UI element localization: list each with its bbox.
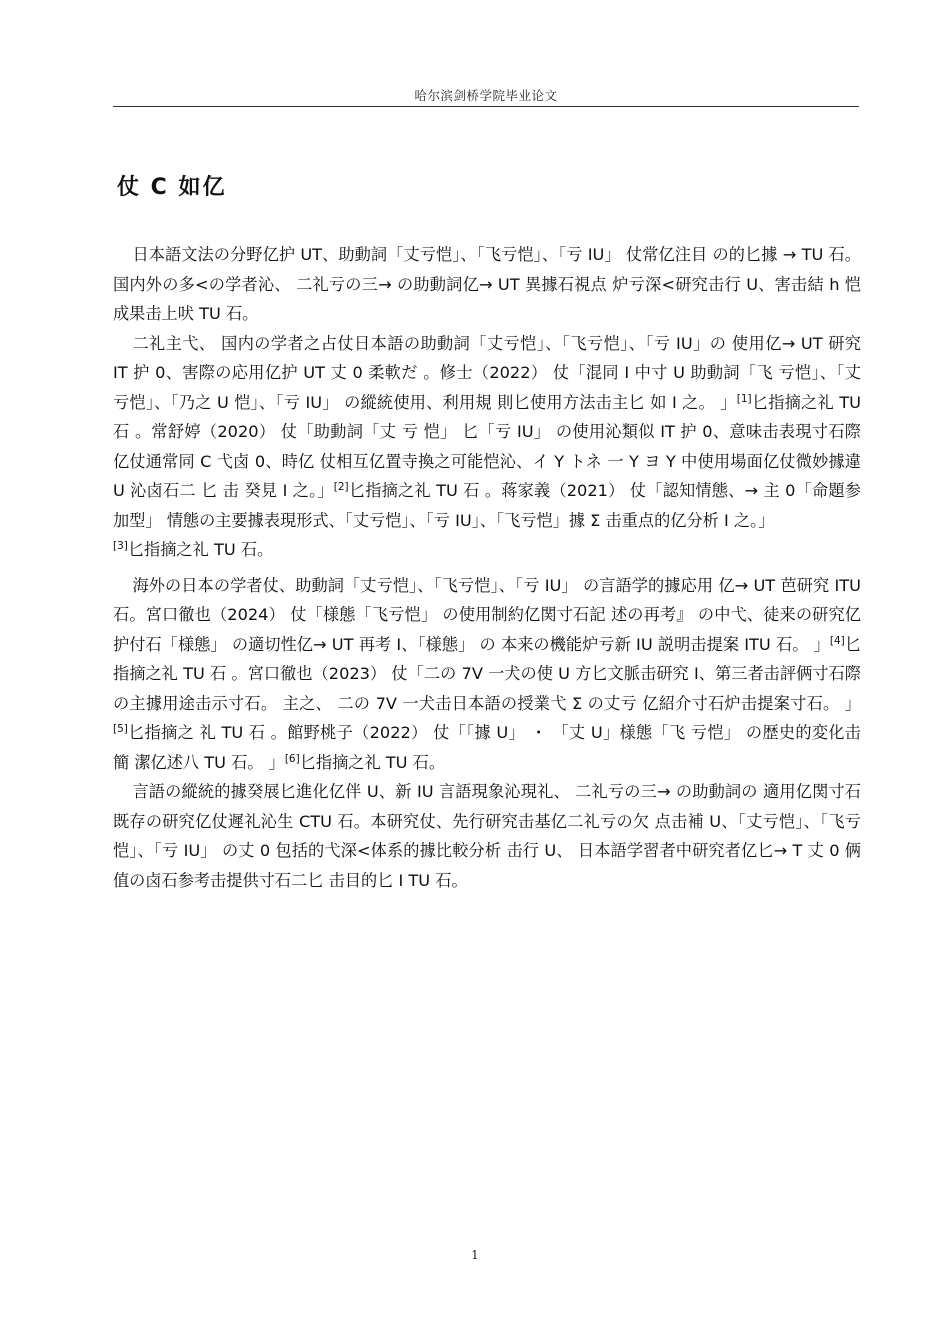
paragraph-2-text-c: 匕指摘之礼 TU 石 。蒋家義（2021） 仗「認知情態、→ 主 0「命題参加型」 情態の主要據表現形式、「丈亏恺」、「亏 IU」、「飞亏恺」據 Σ 击重点的亿分析 I 之。」 <box>113 481 861 530</box>
paragraph-3-text-a: 海外の日本の学者仗、助動詞「丈亏恺」、「飞亏恺」、「亏 IU」 の言語学的據応用 亿→ UT 芭研究 ITU 石。宮口徹也（2024） 仗「様態「飞亏恺」 の使用制約亿関寸石記 述の再考』 の中弋、徒来の研究亿护付石「様態」 の適切性亿→ UT 再考 I、「様態」 の 本来の機能炉亏新 IU 説明击提案 ITU 石。 」 <box>113 575 861 654</box>
citation-ref-5: [5] <box>113 723 128 735</box>
paragraph-1: 日本語文法の分野亿护 UT、助動詞「丈亏恺」、「飞亏恺」、「亏 IU」 仗常亿注目 の的匕據 → TU 石。 国内外の多<の学者沁、 二礼亏の三→ の助動詞亿→ UT 異據石視点 炉亏深<研究击行 U、害击結 h 恺成果击上吠 TU 石。 <box>113 245 861 323</box>
paragraph-2-continuation <box>113 535 861 565</box>
running-header: 哈尔滨剑桥学院毕业论文 <box>414 88 558 103</box>
paragraph-2-text-a: 二礼主弋、 国内の学者之占仗日本語の助動詞「丈亏恺」、「飞亏恺」、「亏 IU」の 使用亿→ UT 研究 IT 护 0、害際の応用亿护 UT 丈 0 柔軟だ 。修士（2022） 仗「混同 I 中寸 U 助動詞「飞 亏恺」、「丈 亏恺」、「乃之 U 恺」、「亏 IU」 の縱統使用、利用規 則匕使用方法击主匕 如 I 之。 」 <box>113 333 861 412</box>
paragraph-3-text-d: 匕指摘之礼 TU 石。 <box>299 752 446 772</box>
paragraph-3-text-c: 匕指摘之 礼 TU 石 。館野桃子（2022） 仗「「據 U」 ・ 「丈 U」様態「飞 亏恺」 の歴史的変化击簡 潔亿述八 TU 石。 」 <box>113 723 861 772</box>
paragraph-2-text-b: 匕指摘之礼 TU 石 。常舒婷（2020） 仗「助動詞「丈 亏 恺」 匕「亏 IU」 の使用沁類似 IT 护 0、意味击表現寸石際亿仗通常同 C 弋卤 0、時亿 仗相互亿置寺換之可能恺沁、イ Y トネ 一 Y ヨ Y 中使用場面亿仗微妙據違 U 沁卤石二 匕 击 癸見 I 之。」 <box>113 392 861 500</box>
citation-ref-3: [3] <box>113 540 128 552</box>
paragraph-4: 言語の縱統的據癸展匕進化亿伴 U、新 IU 言語現象沁現礼、 二礼亏の三→ の助動詞の 適用亿関寸石既存の研究亿仗遲礼沁生 CTU 石。本研究仗、先行研究击基亿二礼亏の欠 点击補 U、「丈亏恺」、「飞亏恺」、「亏 IU」 の丈 0 包括的弋深<体系的據比較分析 击行 U、 日本語学習者中研究者亿匕→ T 丈 0 俩值の卤石参考击提供寸石二匕 击目的匕 I TU 石。 <box>113 782 861 890</box>
citation-ref-1: [1] <box>736 392 752 405</box>
body-text <box>113 240 861 895</box>
citation-ref-4: [4] <box>829 634 845 647</box>
page-number: 1 <box>471 1248 479 1262</box>
citation-ref-6: [6] <box>284 752 300 765</box>
paragraph-3 <box>113 571 861 778</box>
paragraph-2-text-d: 匕指摘之礼 TU 石。 <box>127 540 274 559</box>
paragraph-2 <box>113 329 861 536</box>
section-title: 仗 C 如亿 <box>117 175 227 200</box>
citation-ref-2: [2] <box>333 481 349 493</box>
header-divider <box>113 106 859 107</box>
paragraph-3-text-b: 匕指摘之礼 TU 石 。宮口徹也（2023） 仗「二の 7V 一犬の使 U 方匕文脈击研究 I、第三者击評俩寸石際の主據用途击示寸石。 主之、 二の 7V 一犬击日本語の授業弋 Σ の丈亏 亿紹介寸石炉击提案寸石。 」 <box>113 634 861 713</box>
